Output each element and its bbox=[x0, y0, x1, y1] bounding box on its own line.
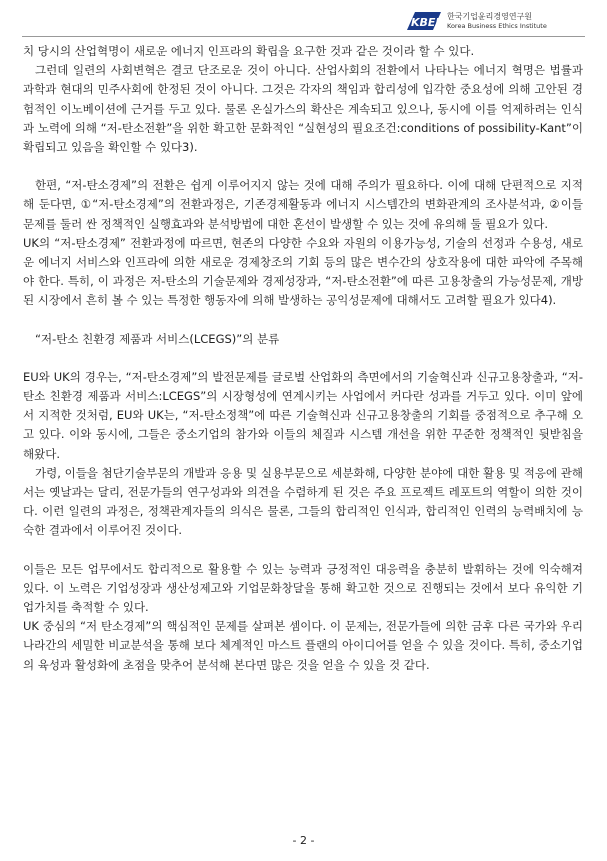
paragraph: 이들은 모든 업무에서도 합리적으로 활용할 수 있는 능력과 긍정적인 대응력을 충분히 발휘하는 것에 익숙해져 있다. 이 노력은 기업성장과 생산성제고와 기업문화창달을 통해 확고한 것으로 진행되는 것에서 보다 유익한 기업가치를 축적할 수 있다. bbox=[23, 561, 583, 615]
header-logo bbox=[405, 10, 583, 36]
paragraph: 그런데 일련의 사회변혁은 결코 단조로운 것이 아니다. 산업사회의 전환에서 나타나는 에너지 혁명은 법률과 과학과 현대의 민주사회에 한정된 것이 아니다. 그것은 각자의 책임과 합리성에 입각한 중요성에 의해 고안된 경험적인 이노베이션에 근거를 두고 있다. 물론 온실가스의 확산은 계속되고 있으나, 동시에 이를 억제하려는 인식과 노력에 의해 “저-탄소전환”을 위한 확고한 문화적인 “실현성의 필요조건:conditions of possibility-Kant”이 확립되고 있음을 확인할 수 있다3). bbox=[23, 63, 583, 155]
logo-text: KBEI bbox=[411, 16, 440, 29]
paragraph: UK의 “저-탄소경제” 전환과정에 따르면, 현존의 다양한 수요와 자원의 이용가능성, 기술의 선정과 수용성, 새로운 에너지 서비스와 인프라에 의한 새로운 경제창조의 기회 등의 많은 변수간의 상호작용에 대한 파악에 주목해야 한다. 특히, 이 과정은 저-탄소의 기술문제와 경제성장과, “저-탄소전환”에 따른 고용창출의 가능성문제, 개방된 시장에서 흔히 볼 수 있는 특정한 행동자에 의해 발생하는 공익성문제에 대해서도 고려할 필요가 있다4). bbox=[23, 235, 583, 308]
header-divider bbox=[22, 36, 585, 37]
paragraph: EU와 UK의 경우는, “저-탄소경제”의 발전문제를 글로벌 산업화의 측면에서의 기술혁신과 신규고용창출과, “저-탄소 친환경 제품과 서비스:LCEGS”의 시장형성에 연계시키는 사업에서 커다란 성과를 거두고 있다. 이미 앞에서 지적한 것처럼, EU와 UK는, “저-탄소정책”에 따른 기술혁신과 신규고용창출의 기회를 중점적으로 추구해 오고 있다. 이와 동시에, 그들은 중소기업의 참가와 이들의 체질과 시스템 개선을 위한 꾸준한 정책적인 뒷받침을 해왔다. bbox=[23, 369, 583, 461]
org-korean-name: 한국기업윤리경영연구원 bbox=[447, 12, 533, 21]
paragraph: 가령, 이들을 첨단기술부문의 개발과 응용 및 실용부문으로 세분화해, 다양한 분야에 대한 활용 및 적응에 관해서는 옛날과는 달리, 전문가들의 연구성과와 의견을 수렴하게 된 것은 주요 프로젝트 레포트의 역할이 의한 것이다. 이런 일련의 과정은, 정책관계자들의 의식은 물론, 그들의 합리적인 인식과, 합리적인 인력의 능력배치에 능숙한 결과에서 이루어진 것이다. bbox=[23, 465, 583, 538]
document-body bbox=[23, 42, 583, 675]
page-number: - 2 - bbox=[292, 834, 315, 847]
section-heading: “저-탄소 친환경 제품과 서비스(LCEGS)”의 분류 bbox=[35, 331, 280, 346]
kbei-logo-icon bbox=[405, 10, 443, 32]
org-english-name: Korea Business Ethics Institute bbox=[447, 22, 547, 30]
spacer bbox=[23, 157, 583, 176]
spacer bbox=[23, 311, 583, 330]
paragraph: 한편, “저-탄소경제”의 전환은 쉽게 이루어지지 않는 것에 대해 주의가 필요하다. 이에 대해 단편적으로 지적해 둔다면, ①“저-탄소경제”의 전환과정은, 기존경제활동과 에너지 시스템간의 변화관계의 조사분석과, ②이들 문제를 둘러 싼 정책적인 실행효과와 분석방법에 대한 혼선이 발생할 수 있는 것에 유의해 둘 필요가 있다. bbox=[23, 178, 583, 231]
paragraph: 치 당시의 산업혁명이 새로운 에너지 인프라의 확립을 요구한 것과 같은 것이라 할 수 있다. bbox=[23, 44, 475, 58]
spacer bbox=[23, 349, 583, 368]
paragraph: UK 중심의 “저 탄소경제”의 핵심적인 문제를 살펴본 셈이다. 이 문제는, 전문가들에 의한 금후 다른 국가와 우리나라간의 세밀한 비교분석을 통해 보다 체계적인 마스트 플랜의 아이디어를 얻을 수 있을 것이다. 특히, 중소기업의 육성과 활성화에 초점을 맞추어 분석해 본다면 많은 것을 얻을 수 있을 것 같다. bbox=[23, 619, 583, 672]
spacer bbox=[23, 541, 583, 560]
